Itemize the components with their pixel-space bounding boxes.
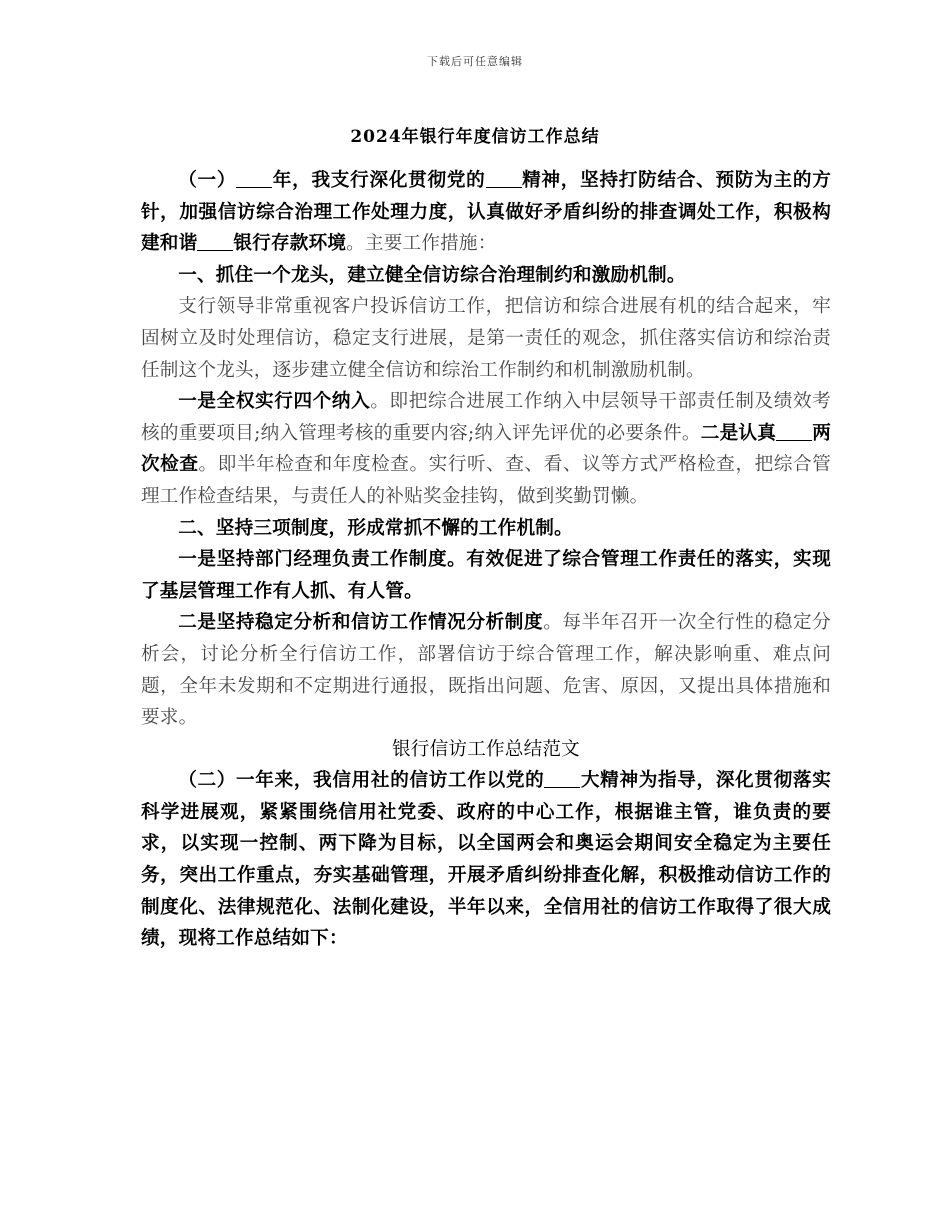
paragraph-5	[141, 607, 831, 733]
paragraph-6-part-2: 大精神为指导，深化贯彻落实科学进展观，紧紧围绕信用社党委、政府的中心工作，根据谁主管，谁负责的要求，以实现一控制、两下降为目标，以全国两会和奥运会期间安全稳定为主要任务，突出工作重点，夯实基础管理，开展矛盾纠纷排查化解，积极推动信访工作的制度化、法律规范化、法制化建设，半年以来，全信用社的信访工作取得了很大成绩，现将工作总结如下：	[141, 770, 831, 950]
paragraph-6-part-1: （二）一年来，我信用社的信访工作以党的	[178, 770, 545, 792]
blank-line	[486, 167, 522, 188]
paragraph-3-text-1: 。即把综合进展工作纳入中层领导干部责任制及绩效考核的重要项目;纳入管理考核的重要内容;纳入评先评优的必要条件。	[141, 391, 831, 444]
paragraph-1-part-1: （一）	[178, 170, 237, 191]
paragraph-1-part-2: 年，我支行深化贯彻党的	[272, 170, 486, 191]
paragraph-1-part-4: 银行存款环境	[233, 233, 347, 255]
blank-line	[544, 767, 580, 788]
document-title: 2024年银行年度信访工作总结	[350, 127, 600, 147]
paragraph-1	[141, 165, 831, 260]
subtitle: 银行信访工作总结范文	[392, 738, 580, 760]
blank-line	[197, 230, 233, 251]
heading-2: 二、坚持三项制度，形成常抓不懈的工作机制。	[178, 517, 573, 539]
heading-1: 一、抓住一个龙头，建立健全信访综合治理制约和激励机制。	[178, 264, 686, 286]
paragraph-4: 一是坚持部门经理负责工作制度。有效促进了综合管理工作责任的落实，实现了基层管理工作有人抓、有人管。	[141, 549, 831, 602]
paragraph-1-part-3: 精神，坚持打防结合、预防为主的方针，加强信访综合治理工作处理力度，认真做好矛盾纠纷的排查调处工作，积极构建和谐	[141, 170, 831, 255]
blank-line	[776, 420, 812, 441]
header-note: 下载后可任意编辑	[427, 55, 523, 68]
paragraph-5-text-1: 。每半年召开一次全行性的稳定分析会，讨论分析全行信访工作，部署信访于综合管理工作，解决影响重、难点问题，全年未发期和不定期进行通报，既指出问题、危害、原因，又提出具体措施和要求。	[141, 612, 831, 729]
paragraph-3-text-2: 。即半年检查和年度检查。实行听、查、看、议等方式严格检查，把综合管理工作检查结果，与责任人的补贴奖金挂钩，做到奖勤罚懒。	[141, 454, 831, 507]
blank-line	[236, 167, 272, 188]
document-body	[141, 165, 831, 955]
paragraph-1-part-5: 。主要工作措施：	[346, 233, 497, 255]
paragraph-3-bold-3: 两次检查	[141, 422, 831, 476]
paragraph-3-bold-1: 一是全权实行四个纳入	[178, 391, 371, 413]
paragraph-3-bold-2: 二是认真	[700, 422, 777, 444]
paragraph-5-bold-1: 二是坚持稳定分析和信访工作情况分析制度	[178, 612, 544, 634]
paragraph-6	[141, 765, 831, 955]
paragraph-2: 支行领导非常重视客户投诉信访工作，把信访和综合进展有机的结合起来，牢固树立及时处理信访，稳定支行进展，是第一责任的观念，抓住落实信访和综治责任制这个龙头，逐步建立健全信访和综治工作制约和机制激励机制。	[141, 296, 831, 381]
paragraph-3	[141, 386, 831, 512]
